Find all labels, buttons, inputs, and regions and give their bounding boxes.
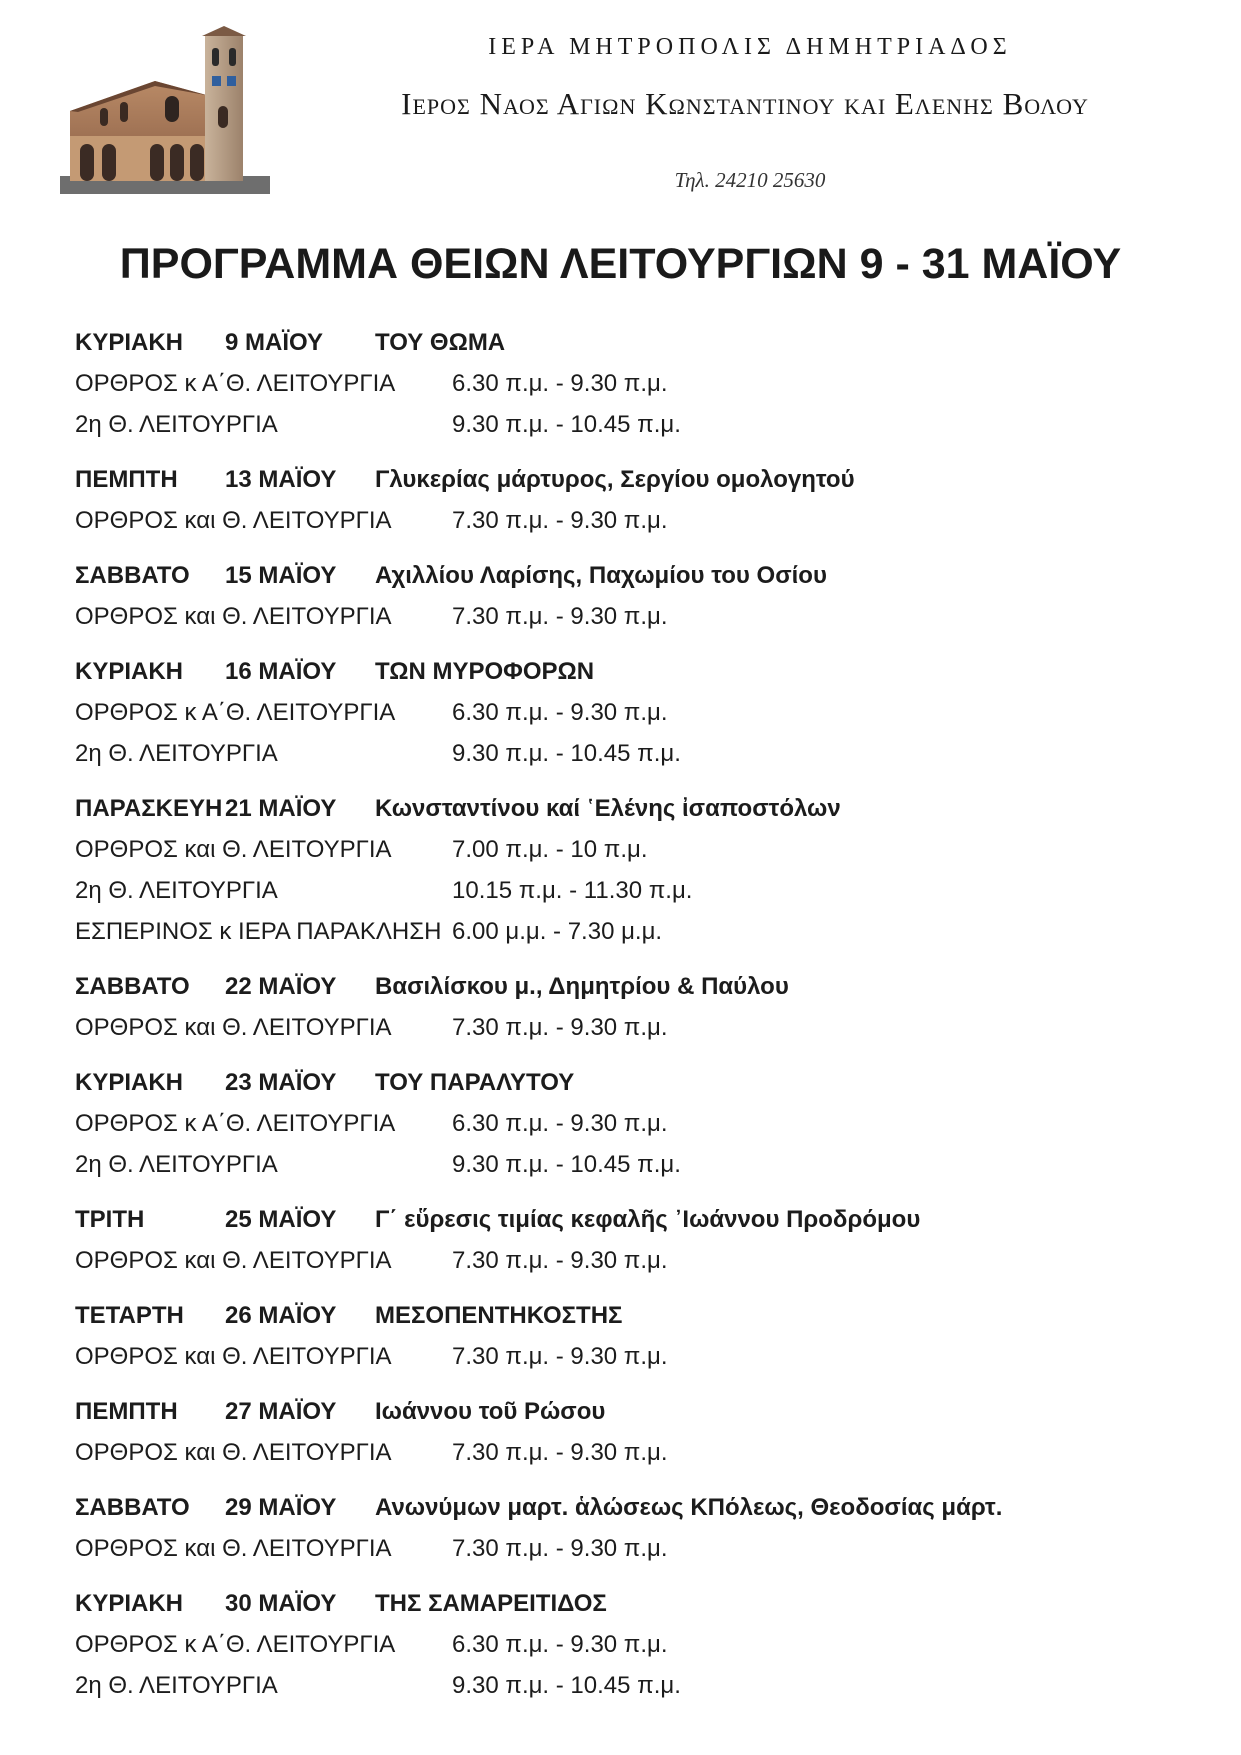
service-row	[75, 1007, 1195, 1048]
service-row	[75, 363, 1195, 404]
service-row	[75, 1103, 1195, 1144]
service-name: 2η Θ. ΛΕΙΤΟΥΡΓΙΑ	[75, 411, 278, 438]
service-name: ΟΡΘΡΟΣ και Θ. ΛΕΙΤΟΥΡΓΙΑ	[75, 1343, 392, 1370]
service-name: ΟΡΘΡΟΣ και Θ. ΛΕΙΤΟΥΡΓΙΑ	[75, 1535, 392, 1562]
date-label: 29 ΜΑΪΟΥ	[225, 1494, 337, 1521]
document-title: ΠΡΟΓΡΑΜΜΑ ΘΕΙΩΝ ΛΕΙΤΟΥΡΓΙΩΝ 9 - 31 ΜΑΪΟΥ	[119, 240, 1122, 288]
service-name: 2η Θ. ΛΕΙΤΟΥΡΓΙΑ	[75, 1672, 278, 1699]
letterhead	[0, 0, 1241, 210]
service-name: ΟΡΘΡΟΣ και Θ. ΛΕΙΤΟΥΡΓΙΑ	[75, 1247, 392, 1274]
feast-label: Γλυκερίας μάρτυρος, Σεργίου ομολογητού	[375, 466, 855, 493]
service-time: 6.30 π.μ. - 9.30 π.μ.	[452, 1631, 668, 1658]
day-heading	[75, 1583, 1195, 1624]
schedule-day	[75, 555, 1195, 637]
service-name: ΟΡΘΡΟΣ κ Α΄Θ. ΛΕΙΤΟΥΡΓΙΑ	[75, 1631, 396, 1658]
day-heading	[75, 651, 1195, 692]
service-row	[75, 1528, 1195, 1569]
schedule-day	[75, 1295, 1195, 1377]
date-label: 13 ΜΑΪΟΥ	[225, 466, 337, 493]
service-row	[75, 1432, 1195, 1473]
weekday-label: ΣΑΒΒΑΤΟ	[75, 973, 190, 1000]
schedule-day	[75, 1391, 1195, 1473]
service-name: ΟΡΘΡΟΣ και Θ. ΛΕΙΤΟΥΡΓΙΑ	[75, 507, 392, 534]
schedule-day	[75, 1583, 1195, 1706]
service-name: ΟΡΘΡΟΣ και Θ. ΛΕΙΤΟΥΡΓΙΑ	[75, 1439, 392, 1466]
service-name: ΕΣΠΕΡΙΝΟΣ κ ΙΕΡΑ ΠΑΡΑΚΛΗΣΗ	[75, 918, 442, 945]
service-time: 6.30 π.μ. - 9.30 π.μ.	[452, 699, 668, 726]
service-row	[75, 404, 1195, 445]
service-row	[75, 500, 1195, 541]
date-label: 16 ΜΑΪΟΥ	[225, 658, 337, 685]
weekday-label: ΠΑΡΑΣΚΕΥΗ	[75, 795, 223, 822]
service-row	[75, 1624, 1195, 1665]
service-time: 6.30 π.μ. - 9.30 π.μ.	[452, 370, 668, 397]
service-name: ΟΡΘΡΟΣ και Θ. ΛΕΙΤΟΥΡΓΙΑ	[75, 1014, 392, 1041]
service-time: 7.30 π.μ. - 9.30 π.μ.	[452, 1014, 668, 1041]
day-heading	[75, 322, 1195, 363]
service-time: 9.30 π.μ. - 10.45 π.μ.	[452, 1151, 681, 1178]
service-name: ΟΡΘΡΟΣ κ Α΄Θ. ΛΕΙΤΟΥΡΓΙΑ	[75, 699, 396, 726]
feast-label: ΤΗΣ ΣΑΜΑΡΕΙΤΙΔΟΣ	[375, 1590, 607, 1617]
day-heading	[75, 1295, 1195, 1336]
service-name: 2η Θ. ΛΕΙΤΟΥΡΓΙΑ	[75, 1151, 278, 1178]
feast-label: Κωνσταντίνου καί ῾Ελένης ἰσαποστόλων	[375, 795, 841, 822]
schedule-day	[75, 651, 1195, 774]
liturgy-schedule	[75, 322, 1195, 1720]
service-time: 10.15 π.μ. - 11.30 π.μ.	[452, 877, 693, 904]
service-time: 6.30 π.μ. - 9.30 π.μ.	[452, 1110, 668, 1137]
service-name: ΟΡΘΡΟΣ και Θ. ΛΕΙΤΟΥΡΓΙΑ	[75, 836, 392, 863]
weekday-label: ΤΕΤΑΡΤΗ	[75, 1302, 184, 1329]
service-name: 2η Θ. ΛΕΙΤΟΥΡΓΙΑ	[75, 740, 278, 767]
service-row	[75, 870, 1195, 911]
service-time: 7.00 π.μ. - 10 π.μ.	[452, 836, 648, 863]
weekday-label: ΚΥΡΙΑΚΗ	[75, 329, 184, 356]
service-row	[75, 596, 1195, 637]
service-row	[75, 911, 1195, 952]
service-time: 9.30 π.μ. - 10.45 π.μ.	[452, 411, 681, 438]
feast-label: Βασιλίσκου μ., Δημητρίου & Παύλου	[375, 973, 789, 1000]
date-label: 25 ΜΑΪΟΥ	[225, 1206, 337, 1233]
service-time: 7.30 π.μ. - 9.30 π.μ.	[452, 1439, 668, 1466]
day-heading	[75, 966, 1195, 1007]
service-time: 7.30 π.μ. - 9.30 π.μ.	[452, 1535, 668, 1562]
feast-label: ΤΩΝ ΜΥΡΟΦΟΡΩΝ	[375, 658, 595, 685]
service-time: 7.30 π.μ. - 9.30 π.μ.	[452, 1247, 668, 1274]
weekday-label: ΚΥΡΙΑΚΗ	[75, 1069, 184, 1096]
church-name-heading: Ιερος Ναος Αγιων Κωνσταντινου και Ελενης Βολου	[401, 86, 1089, 121]
service-row	[75, 1336, 1195, 1377]
service-row	[75, 692, 1195, 733]
schedule-day	[75, 1062, 1195, 1185]
day-heading	[75, 1062, 1195, 1103]
service-time: 9.30 π.μ. - 10.45 π.μ.	[452, 1672, 681, 1699]
service-name: ΟΡΘΡΟΣ και Θ. ΛΕΙΤΟΥΡΓΙΑ	[75, 603, 392, 630]
day-heading	[75, 1199, 1195, 1240]
service-name: 2η Θ. ΛΕΙΤΟΥΡΓΙΑ	[75, 877, 278, 904]
feast-label: ΤΟΥ ΘΩΜΑ	[375, 329, 506, 356]
feast-label: ΤΟΥ ΠΑΡΑΛΥΤΟΥ	[375, 1069, 575, 1096]
feast-label: Ιωάννου τοῦ Ρώσου	[375, 1398, 606, 1425]
service-row	[75, 733, 1195, 774]
service-row	[75, 1240, 1195, 1281]
date-label: 15 ΜΑΪΟΥ	[225, 562, 337, 589]
weekday-label: ΣΑΒΒΑΤΟ	[75, 562, 190, 589]
schedule-day	[75, 1487, 1195, 1569]
service-row	[75, 829, 1195, 870]
feast-label: Αχιλλίου Λαρίσης, Παχωμίου του Οσίου	[375, 562, 827, 589]
service-time: 6.00 μ.μ. - 7.30 μ.μ.	[452, 918, 663, 945]
date-label: 23 ΜΑΪΟΥ	[225, 1069, 337, 1096]
day-heading	[75, 1391, 1195, 1432]
weekday-label: ΤΡΙΤΗ	[75, 1206, 145, 1233]
schedule-day	[75, 788, 1195, 952]
feast-label: Γ΄ εὕρεσις τιμίας κεφαλῆς ᾿Ιωάννου Προδρόμου	[375, 1206, 921, 1233]
date-label: 22 ΜΑΪΟΥ	[225, 973, 337, 1000]
date-label: 26 ΜΑΪΟΥ	[225, 1302, 337, 1329]
date-label: 9 ΜΑΪΟΥ	[225, 329, 324, 356]
service-name: ΟΡΘΡΟΣ κ Α΄Θ. ΛΕΙΤΟΥΡΓΙΑ	[75, 1110, 396, 1137]
service-name: ΟΡΘΡΟΣ κ Α΄Θ. ΛΕΙΤΟΥΡΓΙΑ	[75, 370, 396, 397]
day-heading	[75, 1487, 1195, 1528]
date-label: 21 ΜΑΪΟΥ	[225, 795, 337, 822]
service-time: 7.30 π.μ. - 9.30 π.μ.	[452, 603, 668, 630]
service-row	[75, 1665, 1195, 1706]
date-label: 27 ΜΑΪΟΥ	[225, 1398, 337, 1425]
feast-label: ΜΕΣΟΠΕΝΤΗΚΟΣΤΗΣ	[375, 1302, 623, 1329]
date-label: 30 ΜΑΪΟΥ	[225, 1590, 337, 1617]
day-heading	[75, 788, 1195, 829]
weekday-label: ΠΕΜΠΤΗ	[75, 1398, 178, 1425]
weekday-label: ΣΑΒΒΑΤΟ	[75, 1494, 190, 1521]
phone-number: Τηλ. 24210 25630	[674, 168, 826, 192]
service-time: 7.30 π.μ. - 9.30 π.μ.	[452, 1343, 668, 1370]
day-heading	[75, 459, 1195, 500]
metropolis-heading: ΙΕΡΑ ΜΗΤΡΟΠΟΛΙΣ ΔΗΜΗΤΡΙΑΔΟΣ	[488, 34, 1012, 60]
weekday-label: ΚΥΡΙΑΚΗ	[75, 658, 184, 685]
schedule-day	[75, 322, 1195, 445]
weekday-label: ΠΕΜΠΤΗ	[75, 466, 178, 493]
day-heading	[75, 555, 1195, 596]
schedule-day	[75, 459, 1195, 541]
service-time: 9.30 π.μ. - 10.45 π.μ.	[452, 740, 681, 767]
schedule-day	[75, 966, 1195, 1048]
feast-label: Ανωνύμων μαρτ. ἁλώσεως ΚΠόλεως, Θεοδοσίας μάρτ.	[375, 1494, 1003, 1521]
schedule-day	[75, 1199, 1195, 1281]
service-row	[75, 1144, 1195, 1185]
church-building-image	[60, 26, 270, 196]
service-time: 7.30 π.μ. - 9.30 π.μ.	[452, 507, 668, 534]
weekday-label: ΚΥΡΙΑΚΗ	[75, 1590, 184, 1617]
